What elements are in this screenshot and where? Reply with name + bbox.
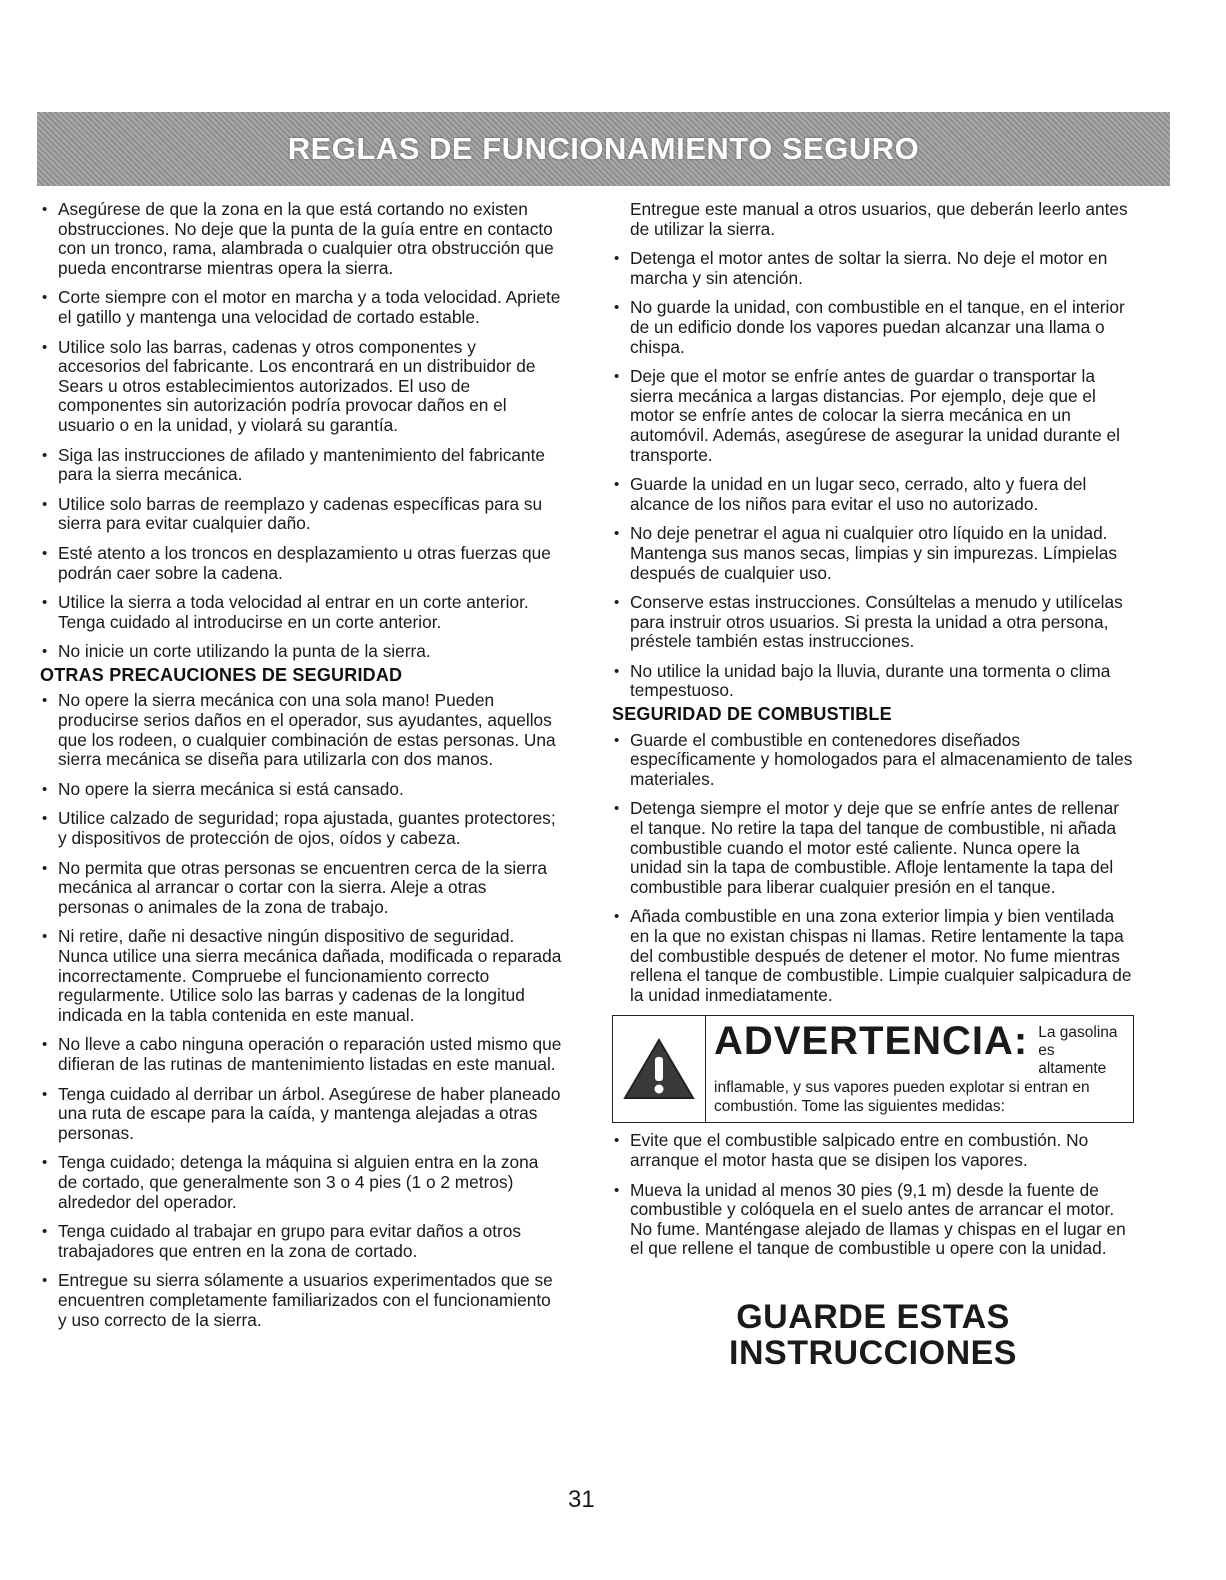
list-item: • No opere la sierra mecánica con una sola mano! Pueden producirse serios daños en el operador, sus ayudantes, aquellos que los rodeen, o cualquier combinación de estas personas. Una sierra mecánica se diseña para utilizarla con dos manos. (40, 691, 562, 769)
list-item: • Deje que el motor se enfríe antes de guardar o transportar la sierra mecánica a largas distancias. Por ejemplo, deje que el motor se enfríe antes de colocar la sierra mecánica en un automóvil. Además, asegúrese de asegurar la unidad durante el transporte. (612, 367, 1134, 465)
list-item: • Asegúrese de que la zona en la que está cortando no existen obstrucciones. No deje que la punta de la guía entre en contacto con un tronco, rama, alambrada o cualquier otra obstrucción que pueda encontrarse mientras opera la sierra. (40, 200, 562, 278)
list-item: • Entregue su sierra sólamente a usuarios experimentados que se encuentren completamente familiarizados con el funcionamiento y uso correcto de la sierra. (40, 1271, 562, 1330)
list-item: • No guarde la unidad, con combustible en el tanque, en el interior de un edificio donde los vapores puedan alcanzar una llama o chispa. (612, 298, 1134, 357)
list-item: • Tenga cuidado; detenga la máquina si alguien entra en la zona de cortado, que generalmente son 3 o 4 pies (1 o 2 metros) alrededor del operador. (40, 1153, 562, 1212)
list-item: • Utilice solo barras de reemplazo y cadenas específicas para su sierra para evitar cualquier daño. (40, 495, 562, 534)
warning-triangle-icon (613, 1016, 706, 1122)
list-item: • No permita que otras personas se encuentren cerca de la sierra mecánica al arrancar o cortar con la sierra. Aleje a otras personas o animales de la zona de trabajo. (40, 859, 562, 918)
list-item: • No opere la sierra mecánica si está cansado. (40, 780, 562, 800)
list-item: • Ni retire, dañe ni desactive ningún dispositivo de seguridad. Nunca utilice una sierra mecánica dañada, modificada o reparada incorrectamente. Compruebe el funcionamiento correcto regularmente. Utilice solo las barras y cadenas de la longitud indicada en la tabla contenida en este manual. (40, 927, 562, 1025)
page-title: REGLAS DE FUNCIONAMIENTO SEGURO (287, 131, 920, 166)
section-heading: OTRAS PRECAUCIONES DE SEGURIDAD (40, 664, 403, 685)
list-item: • Tenga cuidado al trabajar en grupo para evitar daños a otros trabajadores que entren en la zona de cortado. (40, 1222, 562, 1261)
list-item: • Evite que el combustible salpicado entre en combustión. No arranque el motor hasta que se disipen los vapores. (612, 1131, 1134, 1170)
page-number: 31 (568, 1486, 595, 1513)
list-item: • Guarde el combustible en contenedores diseñados específicamente y homologados para el almacenamiento de tales materiales. (612, 731, 1134, 790)
header-banner (37, 112, 1170, 186)
list-item: • Utilice solo las barras, cadenas y otros componentes y accesorios del fabricante. Los encontrará en un distribuidor de Sears u otros establecimientos autorizados. El uso de componentes sin autorización podría provocar daños en el usuario o en la unidad, y violará su garantía. (40, 338, 562, 436)
bullet-list (40, 200, 562, 662)
list-item: • Detenga el motor antes de soltar la sierra. No deje el motor en marcha y sin atención. (612, 249, 1134, 288)
list-item: • Utilice la sierra a toda velocidad al entrar en un corte anterior. Tenga cuidado al introducirse en un corte anterior. (40, 593, 562, 632)
warning-title: ADVERTENCIA: (714, 1019, 1029, 1064)
right-column (612, 200, 1134, 1371)
list-item: • Utilice calzado de seguridad; ropa ajustada, guantes protectores; y dispositivos de protección de ojos, oídos y cabeza. (40, 809, 562, 848)
list-item: • Siga las instrucciones de afilado y mantenimiento del fabricante para la sierra mecánica. (40, 446, 562, 485)
list-item: • Guarde la unidad en un lugar seco, cerrado, alto y fuera del alcance de los niños para evitar el uso no autorizado. (612, 475, 1134, 514)
left-column (40, 200, 562, 1340)
list-item: • Tenga cuidado al derribar un árbol. Asegúrese de haber planeado una ruta de escape para la caída, y mantenga alejadas a otras personas. (40, 1085, 562, 1144)
bullet-list (40, 691, 562, 1330)
warning-box (612, 1015, 1134, 1123)
warning-header (714, 1020, 1125, 1078)
list-item: • Añada combustible en una zona exterior limpia y bien ventilada en la que no existan chispas ni llamas. Retire lentamente la tapa del combustible después de detener el motor. No fume mientras rellena el tanque de combustible. Limpie cualquier salpicadura de la unidad inmediatamente. (612, 907, 1134, 1005)
list-item: • No deje penetrar el agua ni cualquier otro líquido en la unidad. Mantenga sus manos secas, limpias y sin impurezas. Límpielas después de cualquier uso. (612, 524, 1134, 583)
continuation-paragraph: Entregue este manual a otros usuarios, que deberán leerlo antes de utilizar la sierra. (630, 199, 1128, 239)
warning-lead: La gasolina es altamente (1038, 1024, 1118, 1078)
list-item: • No inicie un corte utilizando la punta de la sierra. (40, 642, 562, 662)
list-item: • No utilice la unidad bajo la lluvia, durante una tormenta o clima tempestuoso. (612, 662, 1134, 701)
list-item: • Conserve estas instrucciones. Consúltelas a menudo y utilícelas para instruir otros usuarios. Si presta la unidad a otra persona, préstele también estas instrucciones. (612, 593, 1134, 652)
section-heading: SEGURIDAD DE COMBUSTIBLE (612, 704, 892, 725)
bullet-list (612, 731, 1134, 1006)
list-item: • Esté atento a los troncos en desplazamiento u otras fuerzas que podrán caer sobre la cadena. (40, 544, 562, 583)
warning-body: inflamable, y sus vapores pueden explotar si entran en combustión. Tome las siguientes medidas: (714, 1079, 1090, 1116)
bullet-list (612, 249, 1134, 701)
warning-text (706, 1016, 1133, 1122)
list-item: • Mueva la unidad al menos 30 pies (9,1 m) desde la fuente de combustible y colóquela en el suelo antes de arrancar el motor. No fume. Manténgase alejado de llamas y chispas en el lugar en el que rellene el tanque de combustible u opere con la unidad. (612, 1181, 1134, 1259)
list-item: • Corte siempre con el motor en marcha y a toda velocidad. Apriete el gatillo y mantenga una velocidad de cortado estable. (40, 288, 562, 327)
list-item: • No lleve a cabo ninguna operación o reparación usted mismo que difieran de las rutinas de mantenimiento listadas en este manual. (40, 1035, 562, 1074)
footer-title: GUARDE ESTAS INSTRUCCIONES (729, 1297, 1017, 1372)
bullet-list (612, 1131, 1134, 1259)
list-item: • Detenga siempre el motor y deje que se enfríe antes de rellenar el tanque. No retire la tapa del tanque de combustible, ni añada combustible cuando el motor esté caliente. Nunca opere la unidad sin la tapa de combustible. Afloje lentamente la tapa del combustible para liberar cualquier presión en el tanque. (612, 799, 1134, 897)
